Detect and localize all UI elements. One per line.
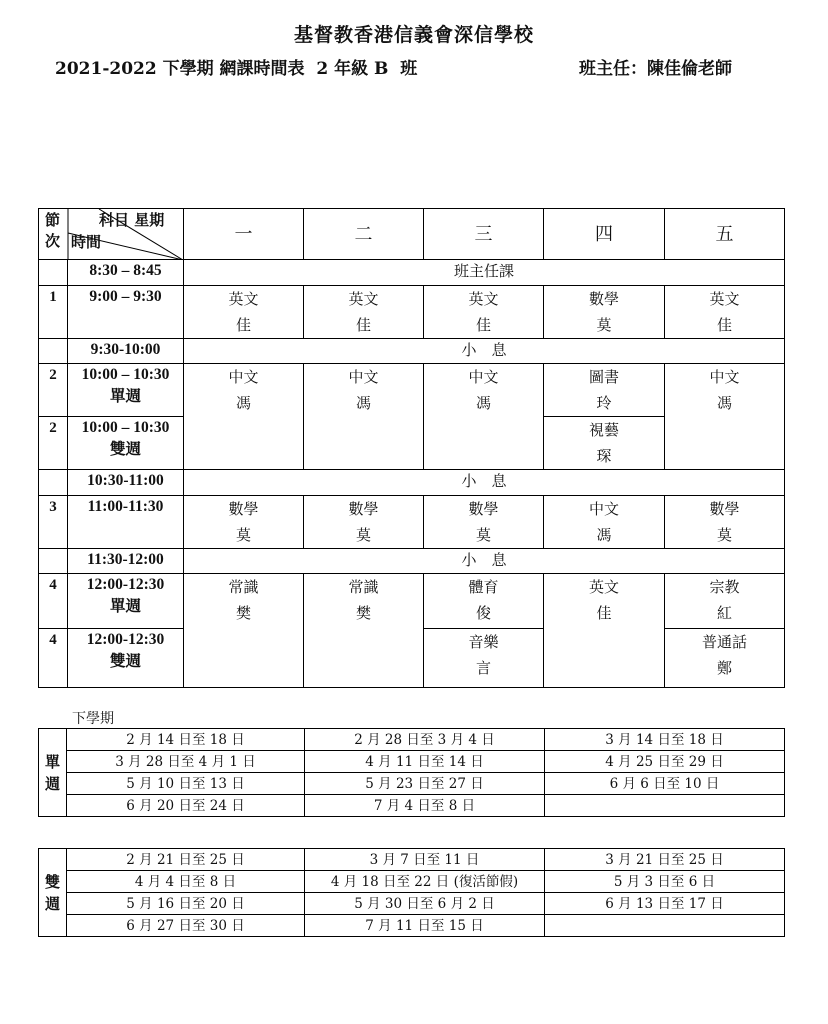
- date-range-cell: 4 月 4 日至 8 日: [67, 871, 305, 893]
- date-range-cell: 4 月 11 日至 14 日: [305, 751, 545, 773]
- period-cell: [39, 339, 68, 364]
- table-row: [39, 915, 785, 937]
- double-week-label: 雙 週: [39, 849, 67, 937]
- date-range-cell: 4 月 25 日至 29 日: [545, 751, 785, 773]
- lesson-cell: 中文 馮: [544, 496, 665, 549]
- table-row: [39, 574, 785, 629]
- time-cell: 10:30-11:00: [68, 470, 184, 496]
- period-cell: 2: [39, 417, 68, 470]
- date-range-cell: 7 月 4 日至 8 日: [305, 795, 545, 817]
- table-row: [39, 729, 785, 751]
- corner-subject: 科目 星期: [99, 211, 165, 229]
- day-header: 二: [304, 209, 424, 260]
- day-header: 四: [544, 209, 665, 260]
- timetable-header-row: [39, 209, 785, 260]
- time-cell: 11:00-11:30: [68, 496, 184, 549]
- table-row: [39, 496, 785, 549]
- date-range-cell: [545, 795, 785, 817]
- date-range-cell: 3 月 14 日至 18 日: [545, 729, 785, 751]
- time-cell: 11:30-12:00: [68, 549, 184, 574]
- date-range-cell: 6 月 6 日至 10 日: [545, 773, 785, 795]
- lesson-cell: 中文 馮: [424, 364, 544, 470]
- lesson-cell: 數學 莫: [304, 496, 424, 549]
- lesson-cell: 英文 佳: [424, 286, 544, 339]
- day-header: 三: [424, 209, 544, 260]
- date-range-cell: 5 月 16 日至 20 日: [67, 893, 305, 915]
- lesson-cell: 數學 莫: [544, 286, 665, 339]
- table-row: [39, 339, 785, 364]
- table-row: [39, 751, 785, 773]
- date-range-cell: 2 月 28 日至 3 月 4 日: [305, 729, 545, 751]
- day-header: 一: [184, 209, 304, 260]
- homeroom-cell: 班主任課: [184, 260, 785, 286]
- lesson-cell: 普通話 鄭: [665, 629, 785, 688]
- lesson-cell: 英文 佳: [544, 574, 665, 688]
- table-row: [39, 260, 785, 286]
- date-range-cell: [545, 915, 785, 937]
- lesson-cell: 英文 佳: [304, 286, 424, 339]
- lesson-cell: 中文 馮: [665, 364, 785, 470]
- date-range-cell: 6 月 13 日至 17 日: [545, 893, 785, 915]
- table-row: [39, 286, 785, 339]
- date-range-cell: 3 月 28 日至 4 月 1 日: [67, 751, 305, 773]
- lesson-cell: 圖書 玲: [544, 364, 665, 417]
- timetable: [38, 208, 785, 688]
- lesson-cell: 音樂 言: [424, 629, 544, 688]
- period-cell: 3: [39, 496, 68, 549]
- date-range-cell: 2 月 21 日至 25 日: [67, 849, 305, 871]
- period-cell: [39, 470, 68, 496]
- date-range-cell: 5 月 3 日至 6 日: [545, 871, 785, 893]
- class-teacher: 班主任：陳佳倫老師: [579, 59, 732, 79]
- lesson-cell: 常識 樊: [304, 574, 424, 688]
- timetable-subtitle: 2021-2022 下學期 網課時間表 2 年級 B 班: [55, 59, 418, 79]
- corner-period-bottom: 次: [45, 232, 61, 250]
- school-name: 基督教香港信義會深信學校: [293, 24, 534, 46]
- lesson-cell: 中文 馮: [184, 364, 304, 470]
- time-cell: 10:00 – 10:30 雙週: [68, 417, 184, 470]
- date-range-cell: 3 月 21 日至 25 日: [545, 849, 785, 871]
- table-row: [39, 893, 785, 915]
- lesson-cell: 數學 莫: [424, 496, 544, 549]
- lesson-cell: 常識 樊: [184, 574, 304, 688]
- period-cell: [39, 549, 68, 574]
- table-row: [39, 549, 785, 574]
- corner-cell: [39, 209, 184, 260]
- table-row: [39, 871, 785, 893]
- table-row: [39, 773, 785, 795]
- period-cell: 4: [39, 629, 68, 688]
- date-range-cell: 6 月 27 日至 30 日: [67, 915, 305, 937]
- date-range-cell: 5 月 10 日至 13 日: [67, 773, 305, 795]
- single-week-table: [38, 728, 785, 817]
- date-range-cell: 3 月 7 日至 11 日: [305, 849, 545, 871]
- double-week-table: [38, 848, 785, 937]
- date-range-cell: 5 月 23 日至 27 日: [305, 773, 545, 795]
- period-cell: 2: [39, 364, 68, 417]
- date-range-cell: 2 月 14 日至 18 日: [67, 729, 305, 751]
- time-cell: 9:00 – 9:30: [68, 286, 184, 339]
- lesson-cell: 數學 莫: [184, 496, 304, 549]
- lesson-cell: 體育 俊: [424, 574, 544, 629]
- break-cell: 小 息: [184, 549, 785, 574]
- period-cell: 4: [39, 574, 68, 629]
- table-row: [39, 364, 785, 417]
- table-row: [39, 849, 785, 871]
- lesson-cell: 視藝 琛: [544, 417, 665, 470]
- single-week-label: 單 週: [39, 729, 67, 817]
- time-cell: 9:30-10:00: [68, 339, 184, 364]
- time-cell: 8:30 – 8:45: [68, 260, 184, 286]
- lesson-cell: 英文 佳: [184, 286, 304, 339]
- break-cell: 小 息: [184, 470, 785, 496]
- day-header: 五: [665, 209, 785, 260]
- table-row: [39, 470, 785, 496]
- break-cell: 小 息: [184, 339, 785, 364]
- date-range-cell: 6 月 20 日至 24 日: [67, 795, 305, 817]
- date-range-cell: 5 月 30 日至 6 月 2 日: [305, 893, 545, 915]
- time-cell: 12:00-12:30 單週: [68, 574, 184, 629]
- term-label: 下學期: [72, 711, 114, 727]
- period-cell: [39, 260, 68, 286]
- date-range-cell: 7 月 11 日至 15 日: [305, 915, 545, 937]
- period-cell: 1: [39, 286, 68, 339]
- lesson-cell: 中文 馮: [304, 364, 424, 470]
- time-cell: 10:00 – 10:30 單週: [68, 364, 184, 417]
- lesson-cell: 數學 莫: [665, 496, 785, 549]
- time-cell: 12:00-12:30 雙週: [68, 629, 184, 688]
- lesson-cell: 英文 佳: [665, 286, 785, 339]
- lesson-cell: 宗教 紅: [665, 574, 785, 629]
- corner-period-top: 節: [45, 211, 61, 229]
- date-range-cell: 4 月 18 日至 22 日 (復活節假): [305, 871, 545, 893]
- corner-time: 時間: [71, 233, 102, 251]
- table-row: [39, 795, 785, 817]
